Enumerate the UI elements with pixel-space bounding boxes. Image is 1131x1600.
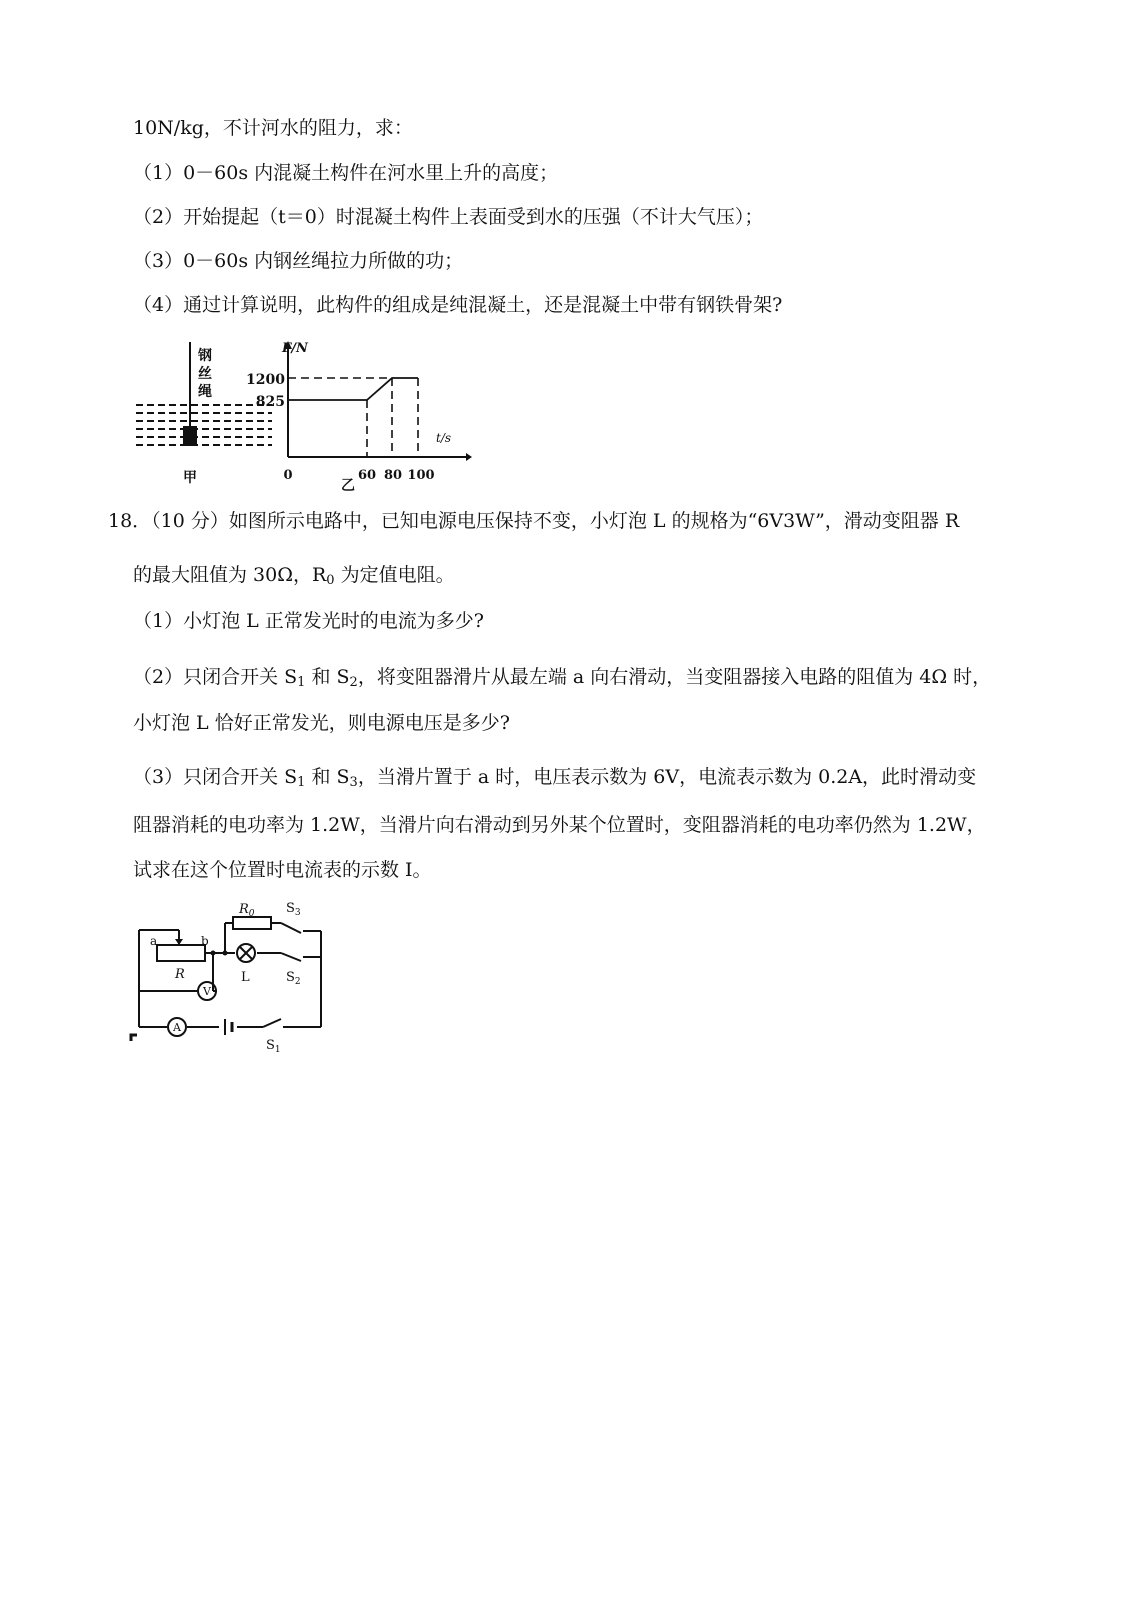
q18-part-3: （3）只闭合开关 $S_1$ 和 $S_3$，当滑片置于 a 时，电压表示数为 6V，电流表示数为 0.2A，此时滑动变 xyxy=(133,766,977,790)
q18-part-3-line-2: 阻器消耗的电功率为 1.2W，当滑片向右滑动到另外某个位置时，变阻器消耗的电功率仍然为 1.2W， xyxy=(133,814,986,836)
q17-intro-tail: 10N/kg，不计河水的阻力，求： xyxy=(133,117,413,139)
x-axis-arrow xyxy=(466,453,472,461)
label-b: b xyxy=(201,934,209,948)
q17-part-2: （2）开始提起（t＝0）时混凝土构件上表面受到水的压强（不计大气压）； xyxy=(133,206,764,228)
label-s1: $S_1$ xyxy=(266,1038,281,1055)
label-v: V xyxy=(203,985,211,998)
q17-part-4: （4）通过计算说明，此构件的组成是纯混凝土，还是混凝土中带有钢铁骨架? xyxy=(133,294,783,316)
x-tick-60: 60 xyxy=(357,468,377,483)
q18-part-2-line-2: 小灯泡 L 恰好正常发光，则电源电压是多少? xyxy=(133,712,510,734)
rope-label-3: 绳 xyxy=(198,384,212,400)
circuit-diagram xyxy=(125,895,340,1060)
q17-part-3: （3）0－60s 内钢丝绳拉力所做的功； xyxy=(133,250,464,272)
label-l: L xyxy=(241,970,250,985)
concrete-block xyxy=(183,426,197,446)
rope-label-2: 丝 xyxy=(198,366,212,382)
y-tick-1200: 1200 xyxy=(246,372,285,388)
y-tick-825: 825 xyxy=(255,394,285,410)
q18-part-1: （1）小灯泡 L 正常发光时的电流为多少? xyxy=(133,610,484,632)
q18-part-2: （2）只闭合开关 $S_1$ 和 $S_2$，将变阻器滑片从最左端 a 向右滑动，当变阻器接入电路的阻值为 4Ω 时， xyxy=(133,666,992,690)
rheostat-r xyxy=(157,945,205,961)
fig-yi-caption: 乙 xyxy=(341,478,355,494)
figure-yi xyxy=(238,335,473,495)
q18-line-2: 的最大阻值为 30Ω，$R_0$ 为定值电阻。 xyxy=(133,564,455,588)
label-ammeter: A xyxy=(173,1021,181,1034)
q18-part-3-line-3: 试求在这个位置时电流表的示数 I。 xyxy=(133,859,432,881)
x-tick-80: 80 xyxy=(383,468,403,483)
x-tick-100: 100 xyxy=(407,468,435,483)
x-axis-label: t/s xyxy=(436,431,452,445)
rope-label-1: 钢 xyxy=(198,348,212,364)
x-tick-0: 0 xyxy=(283,468,293,483)
label-r: R xyxy=(175,967,185,982)
force-curve xyxy=(288,378,418,400)
fig-jia-caption: 甲 xyxy=(183,470,197,486)
q18-line-1: 18．（10 分）如图所示电路中，已知电源电压保持不变，小灯泡 L 的规格为“6V3W”，滑动变阻器 R xyxy=(108,510,960,532)
label-s3: $S_3$ xyxy=(286,901,301,918)
label-r0: $R_0$ xyxy=(239,902,255,919)
y-axis-label: F/N xyxy=(282,341,308,356)
label-a: a xyxy=(150,934,158,948)
label-s2: $S_2$ xyxy=(286,970,301,987)
q17-part-1: （1）0－60s 内混凝土构件在河水里上升的高度； xyxy=(133,162,559,184)
